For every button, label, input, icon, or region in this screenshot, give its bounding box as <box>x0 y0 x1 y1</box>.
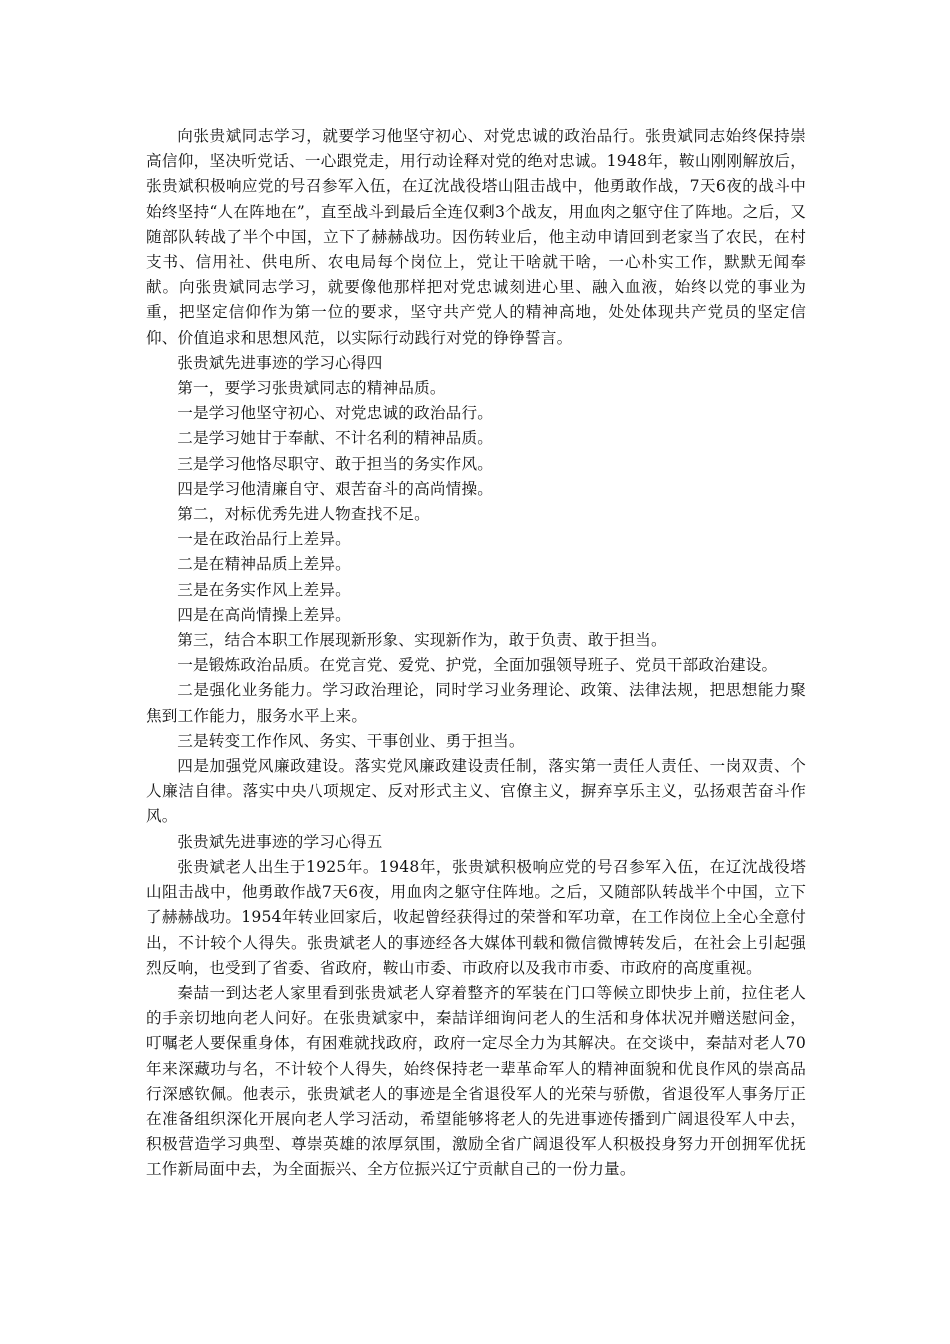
paragraph: 三是在务实作风上差异。 <box>177 580 351 599</box>
paragraph: 三是学习他恪尽职守、敢于担当的务实作风。 <box>177 454 494 473</box>
paragraph: 第三，结合本职工作展现新形象、实现新作为，敢于负责、敢于担当。 <box>177 631 667 650</box>
document-body <box>146 124 806 1183</box>
paragraph: 一是在政治品行上差异。 <box>177 530 351 549</box>
paragraph: 四是在高尚情操上差异。 <box>177 605 351 624</box>
paragraph: 一是锻炼政治品质。在党言党、爱党、护党，全面加强领导班子、党员干部政治建设。 <box>177 656 778 675</box>
paragraph: 第一，要学习张贵斌同志的精神品质。 <box>177 379 446 398</box>
section-heading-five: 张贵斌先进事迹的学习心得五 <box>177 832 383 851</box>
section-heading-four: 张贵斌先进事迹的学习心得四 <box>177 353 383 372</box>
paragraph: 二是强化业务能力。学习政治理论，同时学习业务理论、政策、法律法规，把思想能力聚焦到工作能力，服务水平上来。 <box>146 681 806 725</box>
paragraph-intro: 向张贵斌同志学习，就要学习他坚守初心、对党忠诚的政治品行。张贵斌同志始终保持崇高信仰，坚决听党话、一心跟党走，用行动诠释对党的绝对忠诚。1948年，鞍山刚刚解放后，张贵斌积极响应党的号召参军入伍，在辽沈战役塔山阻击战中，他勇敢作战，7天6夜的战斗中始终坚持“人在阵地在”，直至战斗到最后全连仅剩3个战友，用血肉之躯守住了阵地。之后，又随部队转战了半个中国，立下了赫赫战功。因伤转业后，他主动申请回到老家当了农民，在村支书、信用社、供电所、农电局每个岗位上，党让干啥就干啥，一心朴实工作，默默无闻奉献。向张贵斌同志学习，就要像他那样把对党忠诚刻进心里、融入血液，始终以党的事业为重，把坚定信仰作为第一位的要求，坚守共产党人的精神高地，处处体现共产党员的坚定信仰、价值追求和思想风范，以实际行动践行对党的铮铮誓言。 <box>146 127 806 347</box>
paragraph: 二是学习她甘于奉献、不计名利的精神品质。 <box>177 429 494 448</box>
paragraph: 四是学习他清廉自守、艰苦奋斗的高尚情操。 <box>177 479 494 498</box>
paragraph: 秦喆一到达老人家里看到张贵斌老人穿着整齐的军装在门口等候立即快步上前，拉住老人的手亲切地向老人问好。在张贵斌家中，秦喆详细询问老人的生活和身体状况并赠送慰问金，叮嘱老人要保重身体，有困难就找政府，政府一定尽全力为其解决。在交谈中，秦喆对老人70年来深藏功与名，不计较个人得失，始终保持老一辈革命军人的精神面貌和优良作风的崇高品行深感钦佩。他表示，张贵斌老人的事迹是全省退役军人的光荣与骄傲，省退役军人事务厅正在准备组织深化开展向老人学习活动，希望能够将老人的先进事迹传播到广阔退役军人中去，积极营造学习典型、尊崇英雄的浓厚氛围，激励全省广阔退役军人积极投身努力开创拥军优抚工作新局面中去，为全面振兴、全方位振兴辽宁贡献自己的一份力量。 <box>146 983 806 1179</box>
paragraph: 第二，对标优秀先进人物查找不足。 <box>177 505 430 524</box>
paragraph: 三是转变工作作风、务实、干事创业、勇于担当。 <box>177 731 525 750</box>
paragraph: 二是在精神品质上差异。 <box>177 555 351 574</box>
paragraph: 张贵斌老人出生于1925年。1948年，张贵斌积极响应党的号召参军入伍，在辽沈战役塔山阻击战中，他勇敢作战7天6夜，用血肉之躯守住阵地。之后，又随部队转战半个中国，立下了赫赫战功。1954年转业回家后，收起曾经获得过的荣誉和军功章，在工作岗位上全心全意付出，不计较个人得失。张贵斌老人的事迹经各大媒体刊载和微信微博转发后，在社会上引起强烈反响，也受到了省委、省政府，鞍山市委、市政府以及我市市委、市政府的高度重视。 <box>146 857 806 977</box>
paragraph: 四是加强党风廉政建设。落实党风廉政建设责任制，落实第一责任人责任、一岗双责、个人廉洁自律。落实中央八项规定、反对形式主义、官僚主义，摒弃享乐主义，弘扬艰苦奋斗作风。 <box>146 757 806 826</box>
paragraph: 一是学习他坚守初心、对党忠诚的政治品行。 <box>177 404 494 423</box>
